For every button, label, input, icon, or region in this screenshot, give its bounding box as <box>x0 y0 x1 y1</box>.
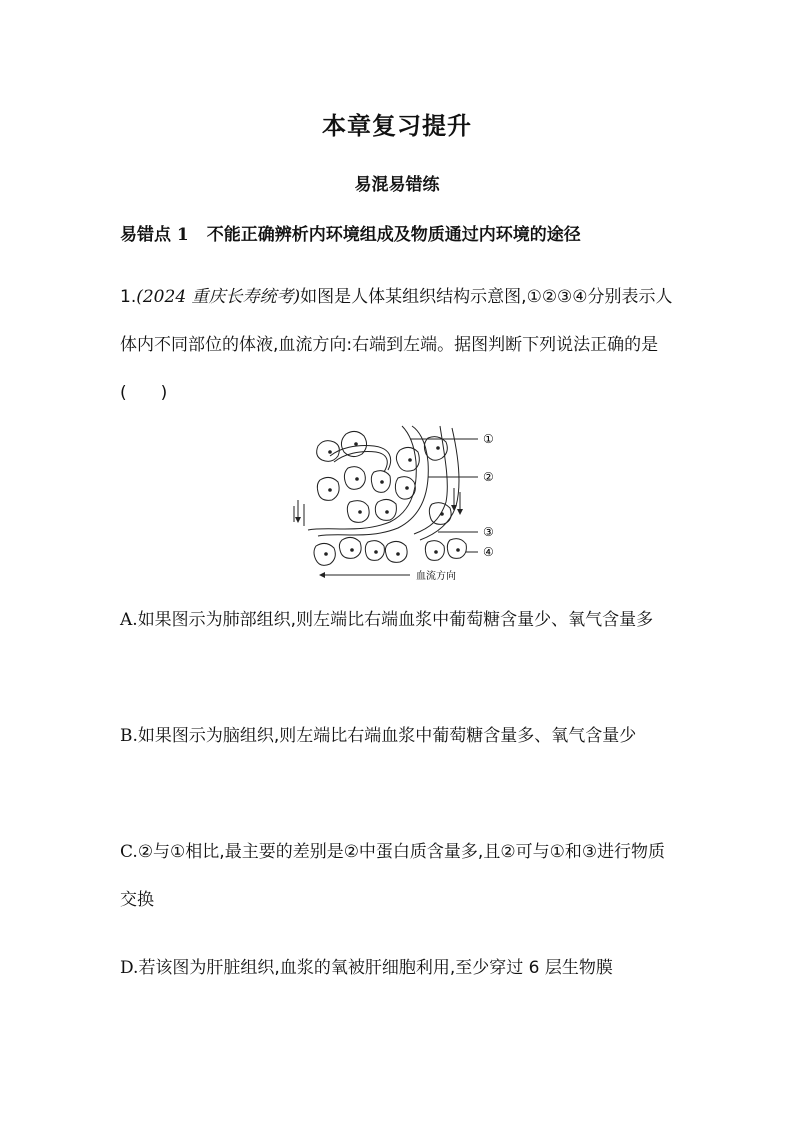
question-source: (2024 重庆长寿统考) <box>136 287 301 307</box>
option-d-letter: D. <box>120 958 139 978</box>
option-a-text: 如果图示为肺部组织,则左端比右端血浆中葡萄糖含量少、氧气含量多 <box>137 610 654 630</box>
label-1: ① <box>483 432 494 446</box>
page-title: 本章复习提升 <box>322 111 472 140</box>
label-3: ③ <box>483 525 494 539</box>
question-number: 1. <box>120 287 137 307</box>
option-b-letter: B. <box>120 726 138 746</box>
option-a[interactable] <box>120 596 680 644</box>
tissue-structure-diagram <box>290 422 510 586</box>
question-text: 如图是人体某组织结构示意图,①②③④分别表示人体内不同部位的体液,血流方向:右端到左端。据图判断下列说法正确的是( ) <box>120 287 673 403</box>
option-c-letter: C. <box>120 842 138 862</box>
label-2: ② <box>483 470 494 484</box>
option-d-text: 若该图为肝脏组织,血浆的氧被肝细胞利用,至少穿过 6 层生物膜 <box>138 958 613 978</box>
option-b[interactable] <box>120 712 680 760</box>
option-a-letter: A. <box>120 610 138 630</box>
error-point-text: 不能正确辨析内环境组成及物质通过内环境的途径 <box>206 225 581 245</box>
question-1 <box>120 273 680 417</box>
page-subtitle: 易混易错练 <box>354 175 440 195</box>
flow-direction-label: 血流方向 <box>416 571 456 582</box>
option-c-text: ②与①相比,最主要的差别是②中蛋白质含量多,且②可与①和③进行物质交换 <box>120 842 666 910</box>
label-4: ④ <box>483 545 494 559</box>
option-b-text: 如果图示为脑组织,则左端比右端血浆中葡萄糖含量多、氧气含量少 <box>137 726 637 746</box>
error-point-label: 易错点 1 <box>120 225 189 245</box>
error-point-heading <box>120 220 680 245</box>
option-d[interactable] <box>120 944 680 992</box>
option-c[interactable] <box>120 828 680 924</box>
